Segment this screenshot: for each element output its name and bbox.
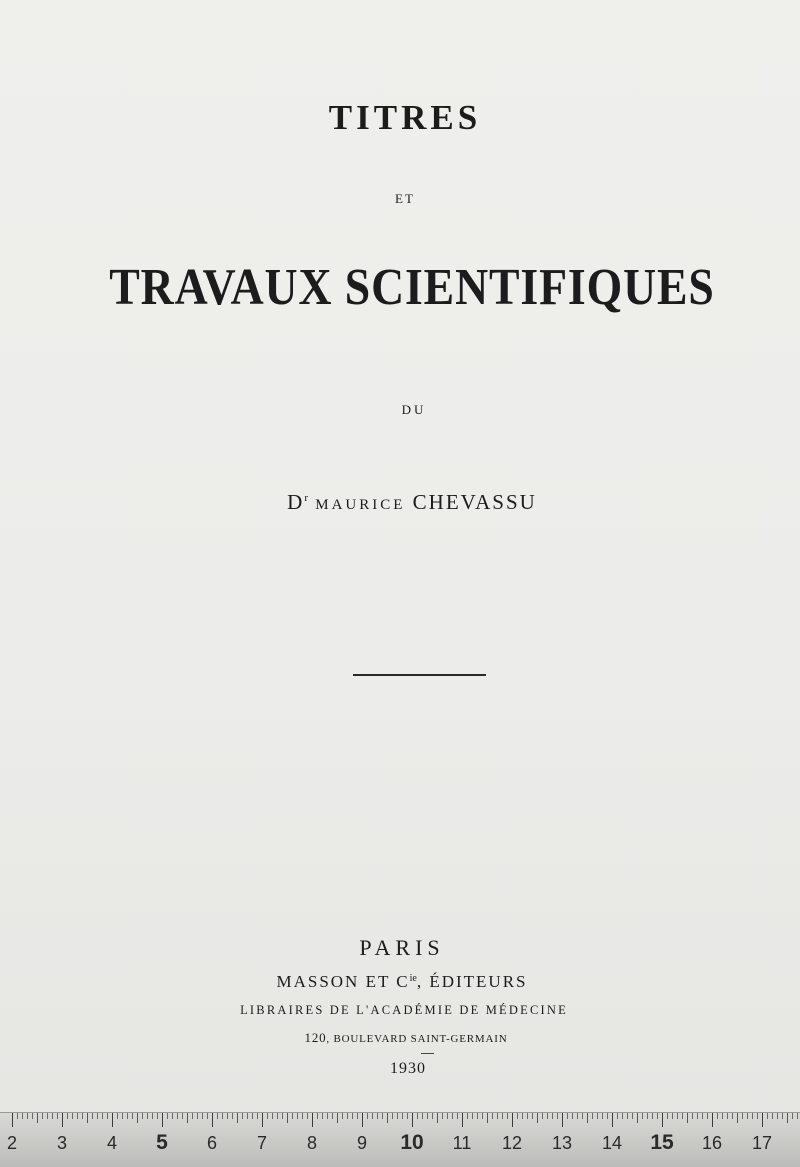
imprint-booksellers: LIBRAIRES DE L'ACADÉMIE DE MÉDECINE (240, 1003, 568, 1017)
ruler-label: 10 (400, 1131, 424, 1154)
title-line-2: TRAVAUX SCIENTIFIQUES (109, 259, 715, 316)
imprint-dash (421, 1053, 434, 1054)
author-first-name: MAURICE (315, 497, 406, 513)
divider-rule (353, 674, 486, 676)
ruler-ticks (0, 1113, 800, 1127)
ruler-label: 17 (751, 1133, 773, 1153)
ruler-label: 5 (156, 1131, 168, 1154)
author-name (12, 490, 800, 515)
title-line-1: TITRES (328, 98, 482, 137)
ruler-label: 3 (56, 1133, 67, 1153)
ruler-label: 13 (551, 1133, 573, 1153)
ruler-label: 9 (356, 1133, 367, 1153)
ruler-label: 4 (106, 1133, 117, 1153)
publisher-name: MASSON ET C (276, 972, 410, 991)
ruler-label: 6 (206, 1133, 217, 1153)
publisher-superscript: ie (409, 973, 417, 984)
ruler-label: 15 (650, 1131, 674, 1154)
imprint-city: PARIS (359, 935, 445, 960)
ruler-label: 8 (306, 1133, 317, 1153)
ruler-label: 16 (701, 1133, 723, 1153)
author-prefix-superscript: r (304, 492, 308, 504)
author-surname: CHEVASSU (412, 490, 537, 514)
publisher-suffix: , ÉDITEURS (416, 972, 528, 991)
ruler-label: 2 (6, 1133, 17, 1153)
imprint-publisher (2, 972, 800, 992)
imprint-address (6, 1030, 800, 1046)
title-preposition: DU (401, 402, 427, 417)
imprint-year: 1930 (390, 1060, 426, 1077)
title-conjunction: ET (395, 191, 415, 206)
ruler-label: 12 (501, 1133, 523, 1153)
author-prefix: D (287, 490, 305, 514)
address-street: , BOULEVARD SAINT-GERMAIN (326, 1033, 508, 1045)
measuring-ruler (0, 1112, 800, 1167)
address-number: 120 (304, 1030, 327, 1045)
ruler-label: 7 (256, 1133, 267, 1153)
ruler-label: 11 (452, 1133, 472, 1153)
ruler-label: 14 (601, 1133, 623, 1153)
